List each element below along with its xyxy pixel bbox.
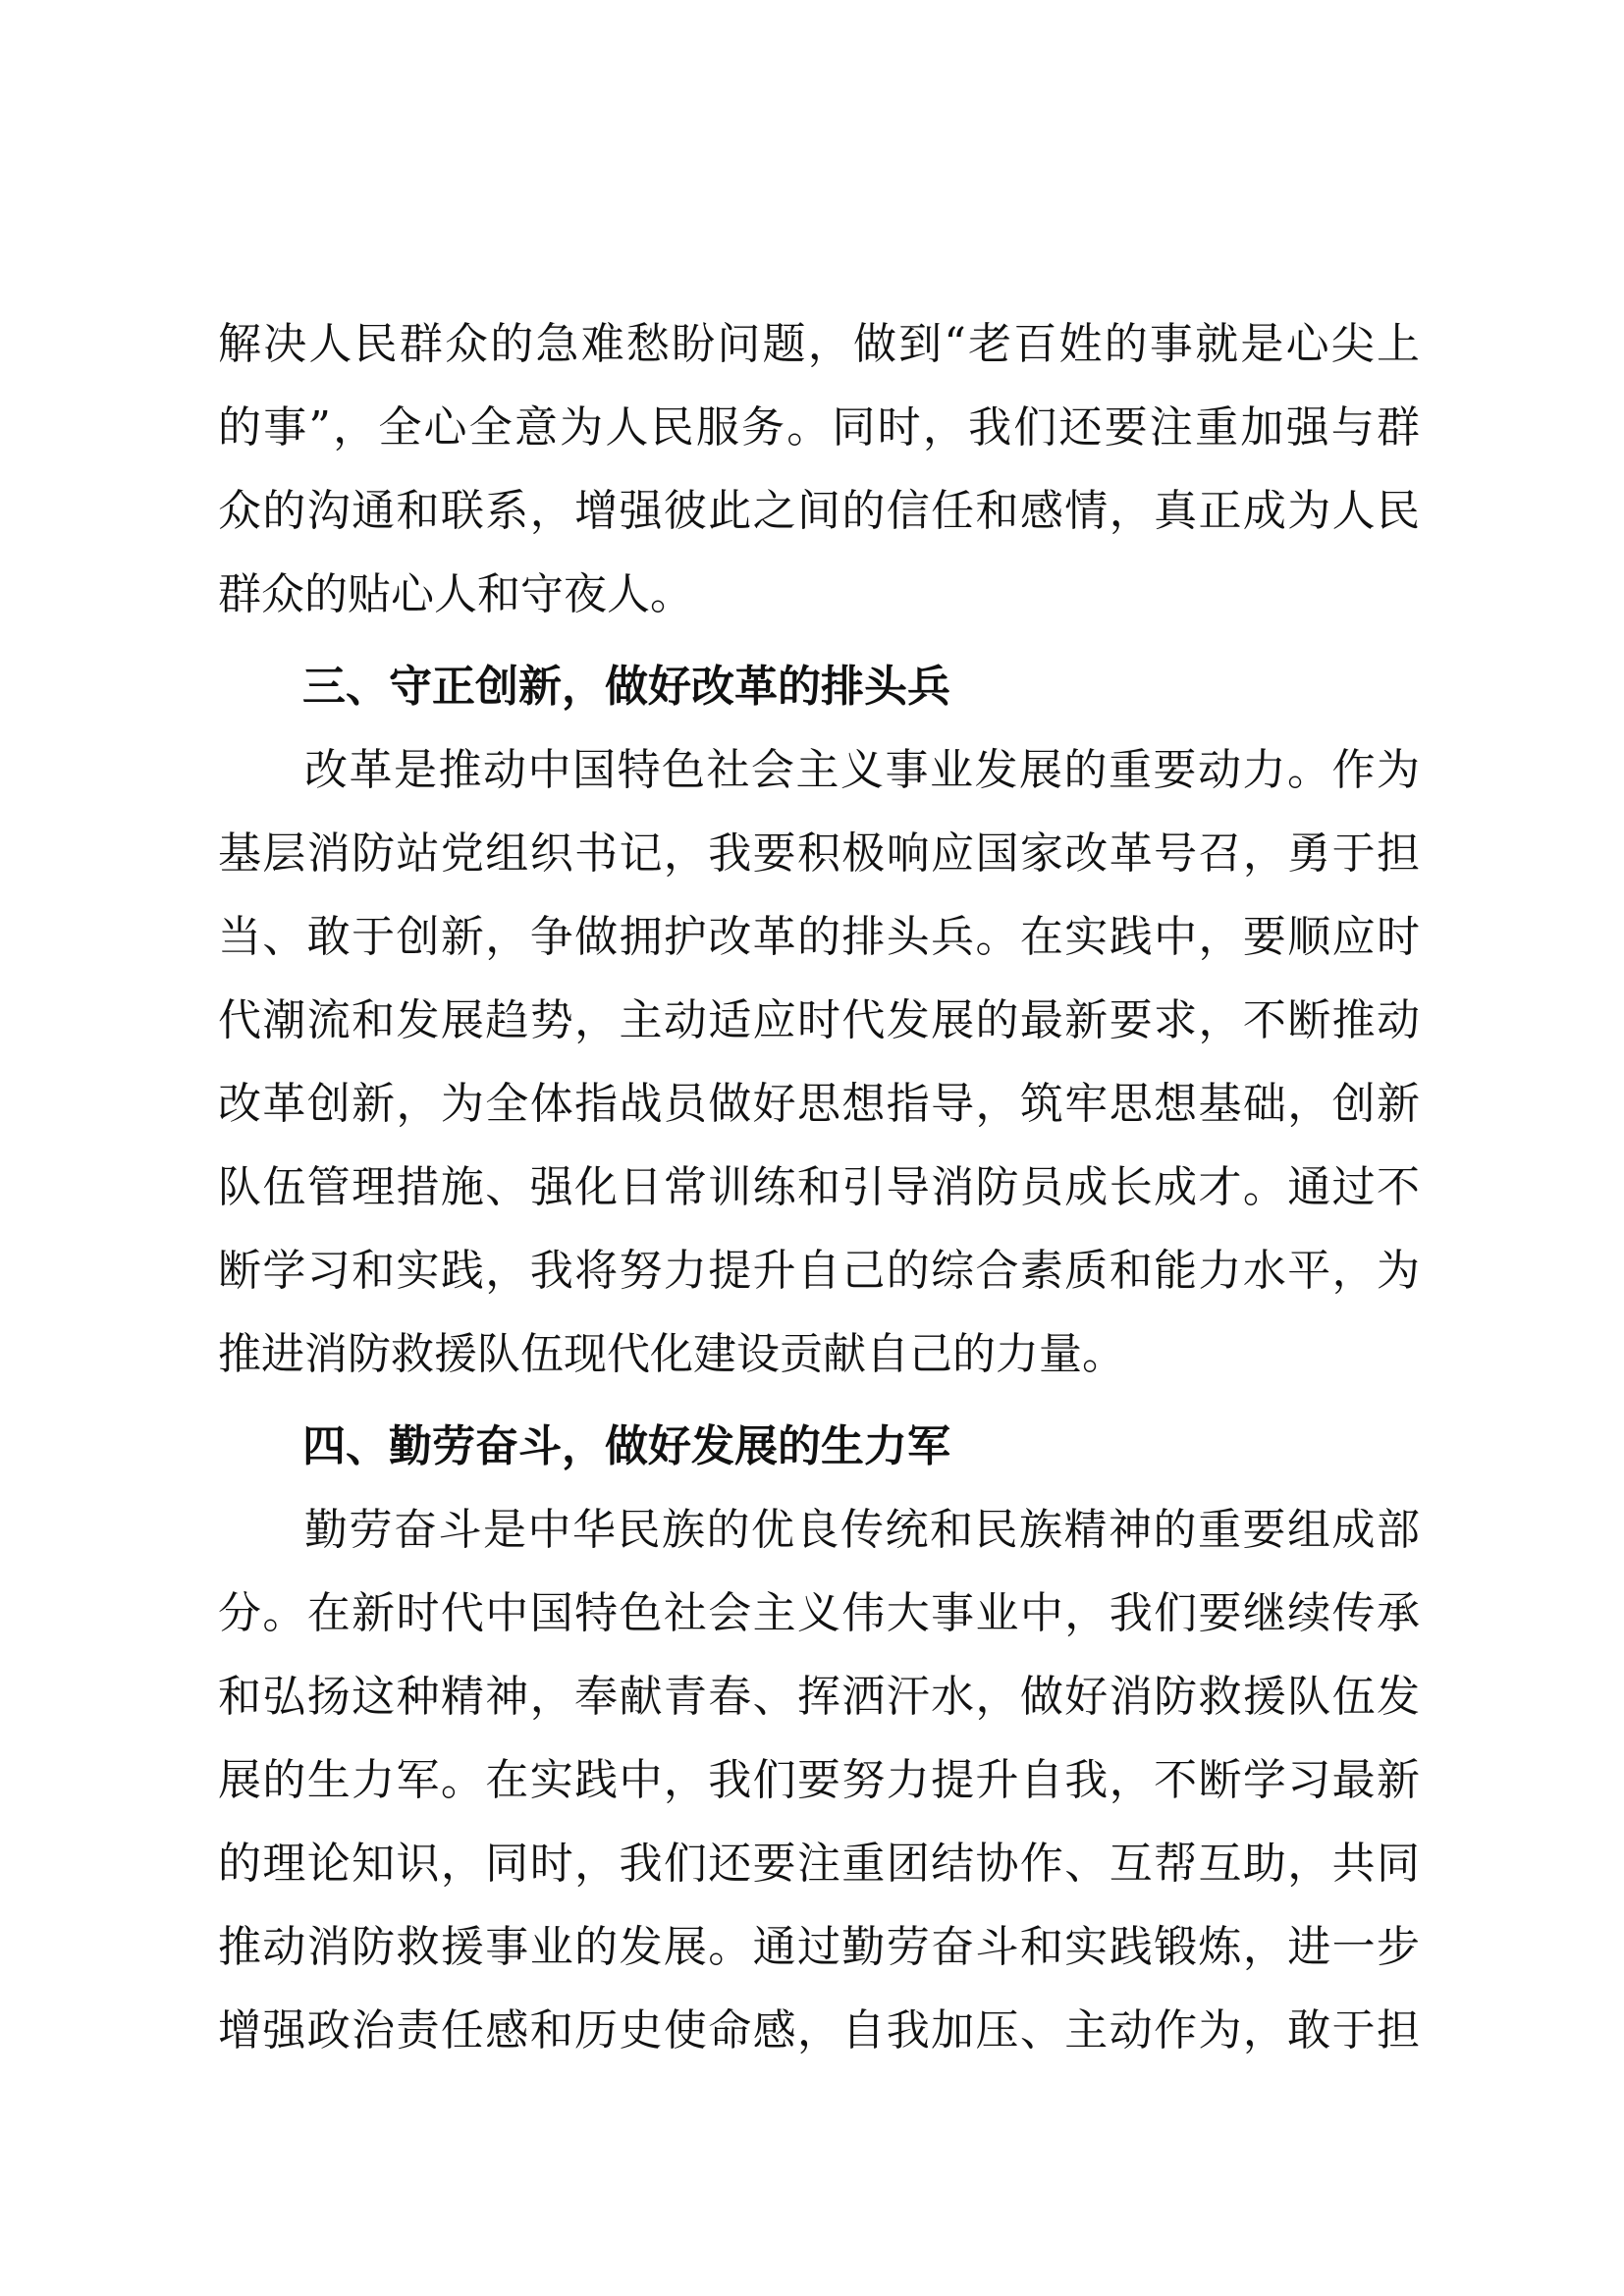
- text-line: 代潮流和发展趋势，主动适应时代发展的最新要求，不断推动: [218, 995, 1420, 1045]
- text-line: 群众的贴心人和守夜人。: [218, 569, 693, 619]
- section-3-paragraph: [218, 728, 1420, 1396]
- text-line: 众的沟通和联系，增强彼此之间的信任和感情，真正成为人民: [218, 486, 1420, 536]
- text-line: 改革创新，为全体指战员做好思想指导，筑牢思想基础，创新: [218, 1079, 1420, 1129]
- text-line: 的事”，全心全意为人民服务。同时，我们还要注重加强与群: [218, 402, 1420, 453]
- text-line: 分。在新时代中国特色社会主义伟大事业中，我们要继续传承: [218, 1588, 1420, 1638]
- text-line: 改革是推动中国特色社会主义事业发展的重要动力。作为: [304, 745, 1420, 795]
- section-heading-3: 三、守正创新，做好改革的排头兵: [302, 662, 950, 712]
- text-line: 当、敢于创新，争做拥护改革的排头兵。在实践中，要顺应时: [218, 912, 1420, 962]
- text-line: 勤劳奋斗是中华民族的优良传统和民族精神的重要组成部: [304, 1505, 1420, 1555]
- text-line: 推动消防救援事业的发展。通过勤劳奋斗和实践锻炼，进一步: [218, 1922, 1420, 1972]
- text-line: 解决人民群众的急难愁盼问题，做到“老百姓的事就是心尖上: [218, 319, 1420, 369]
- text-line: 推进消防救援队伍现代化建设贡献自己的力量。: [218, 1329, 1125, 1379]
- text-line: 展的生力军。在实践中，我们要努力提升自我，不断学习最新: [218, 1755, 1420, 1805]
- document-page: [218, 302, 1420, 2072]
- text-line: 队伍管理措施、强化日常训练和引导消防员成长成才。通过不: [218, 1162, 1420, 1212]
- text-line: 的理论知识，同时，我们还要注重团结协作、互帮互助，共同: [218, 1839, 1420, 1889]
- text-line: 和弘扬这种精神，奉献青春、挥洒汗水，做好消防救援队伍发: [218, 1672, 1420, 1722]
- section-heading-4: 四、勤劳奋斗，做好发展的生力军: [302, 1421, 950, 1471]
- text-line: 断学习和实践，我将努力提升自己的综合素质和能力水平，为: [218, 1246, 1420, 1296]
- paragraph-continued: [218, 302, 1420, 636]
- text-line: 增强政治责任感和历史使命感，自我加压、主动作为，敢于担: [218, 2005, 1420, 2056]
- text-line: 基层消防站党组织书记，我要积极响应国家改革号召，勇于担: [218, 828, 1420, 879]
- section-4-paragraph: [218, 1488, 1420, 2072]
